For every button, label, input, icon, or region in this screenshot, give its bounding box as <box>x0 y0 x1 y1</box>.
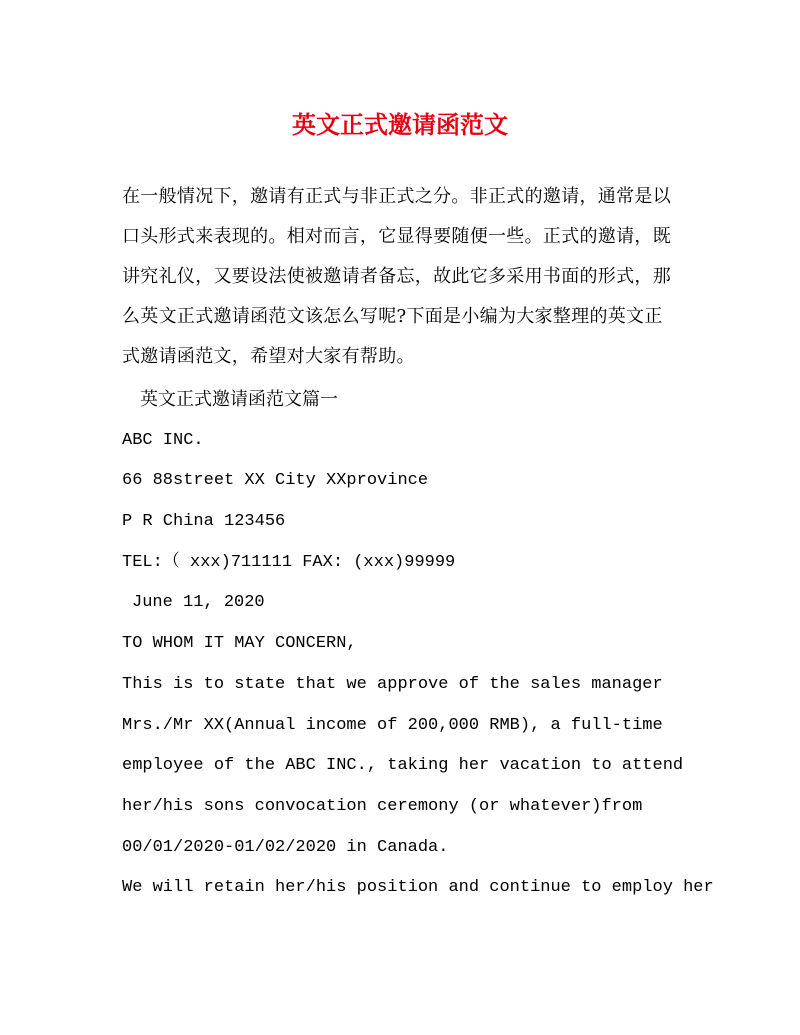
section-heading: 英文正式邀请函范文篇一 <box>140 389 338 410</box>
document-title: 英文正式邀请函范文 <box>292 110 508 139</box>
intro-paragraph <box>122 177 682 377</box>
intro-line: 口头形式来表现的。相对而言，它显得要随便一些。正式的邀请，既 <box>122 226 671 247</box>
intro-line: 么英文正式邀请函范文该怎么写呢?下面是小编为大家整理的英文正 <box>122 306 663 327</box>
intro-line: 在一般情况下，邀请有正式与非正式之分。非正式的邀请，通常是以 <box>122 186 671 207</box>
intro-line: 式邀请函范文，希望对大家有帮助。 <box>122 346 415 367</box>
letter-body-line: her/his sons convocation ceremony (or whatever)from <box>122 796 643 816</box>
letter-address: 66 88street XX City XXprovince <box>122 471 429 491</box>
letter-date: June 11, 2020 <box>132 593 265 613</box>
letter-body-line: This is to state that we approve of the sales manager <box>122 674 663 694</box>
intro-line: 讲究礼仪，又要设法使被邀请者备忘，故此它多采用书面的形式，那 <box>122 266 671 287</box>
letter-country-zip: P R China 123456 <box>122 512 286 532</box>
letter-block <box>122 380 722 909</box>
letter-contact: TEL:（ xxx)711111 FAX: (xxx)99999 <box>122 552 456 572</box>
letter-body-line: 00/01/2020-01/02/2020 in Canada. <box>122 837 449 857</box>
letter-body-line: employee of the ABC INC., taking her vacation to attend <box>122 756 684 776</box>
letter-salutation: TO WHOM IT MAY CONCERN, <box>122 634 357 654</box>
letter-company: ABC INC. <box>122 430 204 450</box>
letter-body-line: We will retain her/his position and continue to employ her <box>122 878 714 898</box>
letter-body-line: Mrs./Mr XX(Annual income of 200,000 RMB), a full-time <box>122 715 663 735</box>
